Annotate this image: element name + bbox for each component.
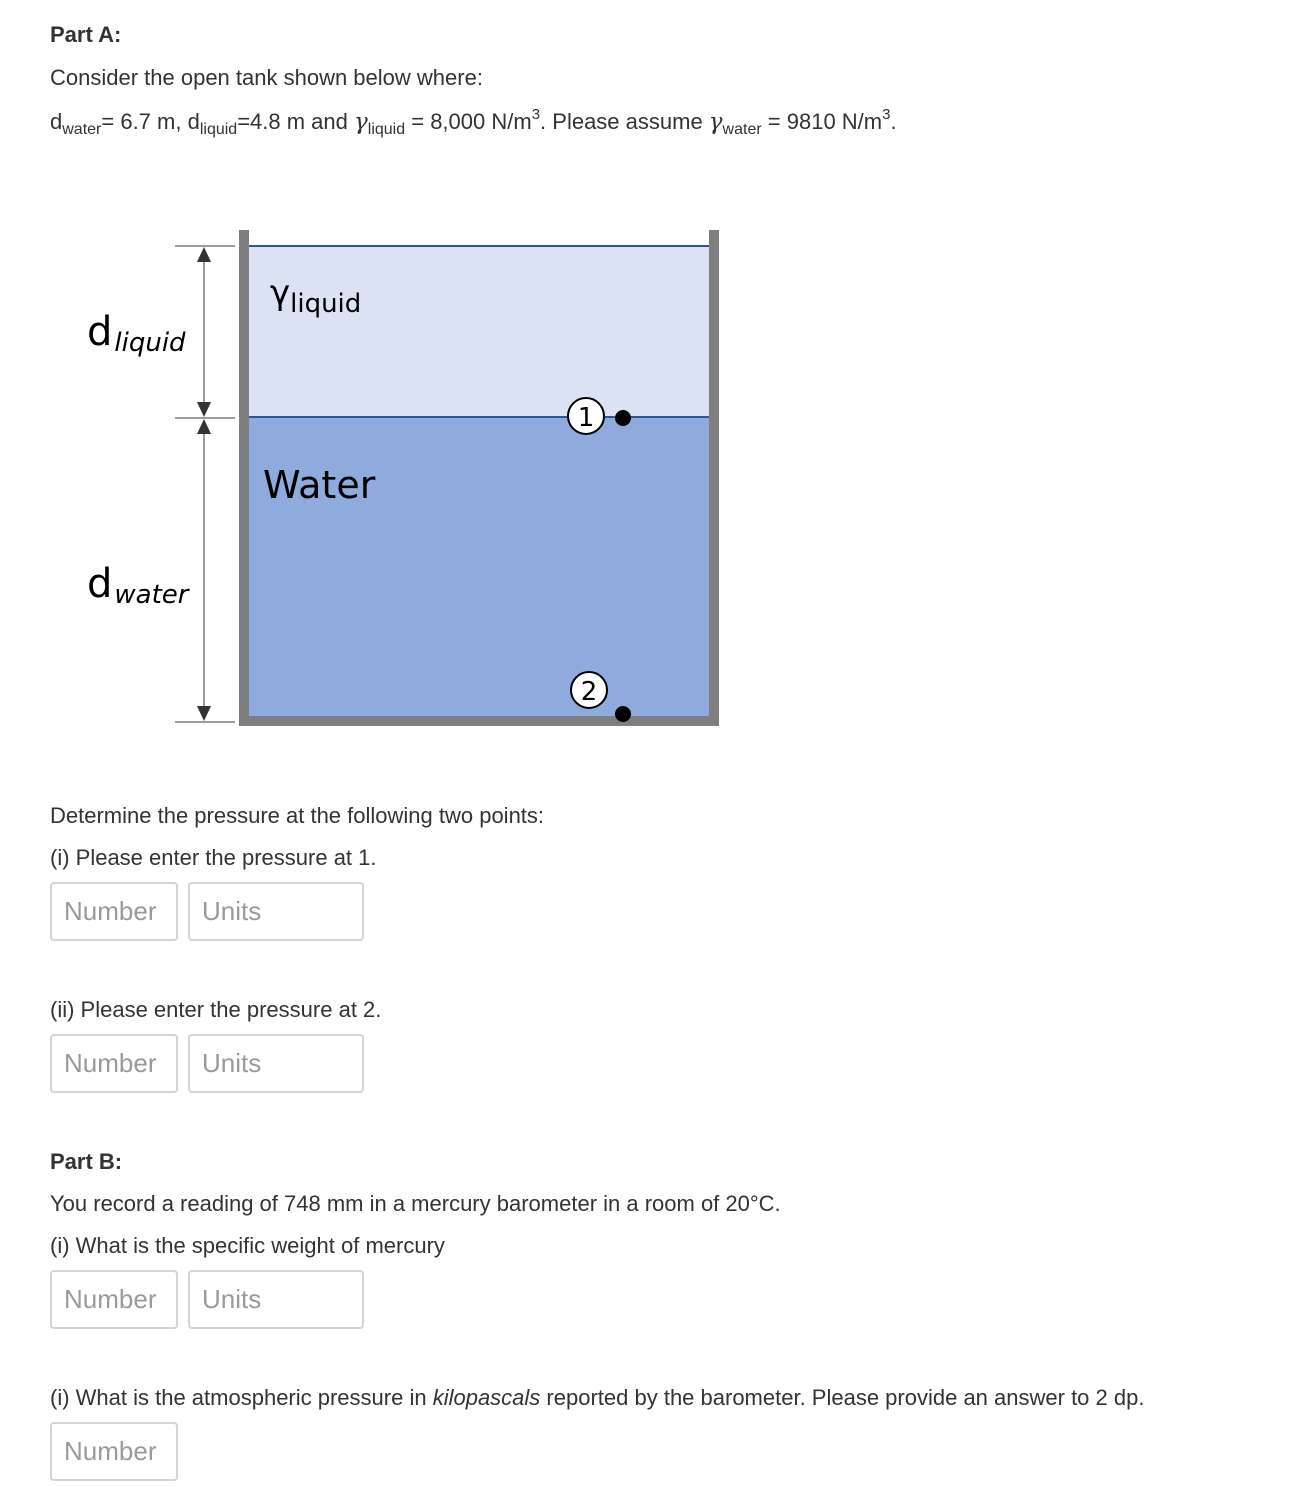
d-water-value: = 6.7 m, <box>101 109 188 134</box>
part-b-intro: You record a reading of 748 mm in a mercury barometer in a room of 20°C. <box>50 1191 781 1216</box>
water-subscript: water <box>62 121 102 138</box>
point-2-dot <box>615 706 631 722</box>
pressure-2-number-input[interactable] <box>50 1034 178 1093</box>
tank-right-wall <box>709 230 719 726</box>
point-2-label: 2 <box>580 677 598 707</box>
d-liquid-value: =4.8 m and <box>237 109 355 134</box>
question-a2-label: (ii) Please enter the pressure at 2. <box>50 997 382 1022</box>
part-b-heading: Part B: <box>50 1149 123 1174</box>
determine-text: Determine the pressure at the following two points: <box>50 803 545 828</box>
d-symbol: d <box>187 109 200 134</box>
pressure-2-units-input[interactable] <box>188 1034 364 1093</box>
d-water-label: dwater <box>87 561 189 610</box>
mercury-weight-number-input[interactable] <box>50 1270 178 1329</box>
liquid-subscript: liquid <box>199 121 238 138</box>
part-a-intro: Consider the open tank shown below where: <box>50 65 483 90</box>
gamma-symbol: γ <box>354 109 368 135</box>
assume-text: . Please assume <box>540 109 709 134</box>
liquid-subscript: liquid <box>367 121 406 138</box>
tank-left-wall <box>239 230 249 726</box>
question-b2-label <box>50 1385 1144 1411</box>
tank-bottom <box>239 716 719 726</box>
water-subscript: water <box>722 121 762 138</box>
point-1-label: 1 <box>577 403 595 433</box>
d-liquid-label: dliquid <box>87 309 186 358</box>
gamma-liquid-value: = 8,000 N/m <box>405 109 532 134</box>
dimension-lines <box>175 246 235 722</box>
question-b2-text-end: reported by the barometer. Please provide an answer to 2 dp. <box>540 1385 1145 1410</box>
atmospheric-pressure-number-input[interactable] <box>50 1422 178 1481</box>
gamma-symbol: γ <box>708 109 723 135</box>
period: . <box>890 109 897 134</box>
tank-diagram <box>0 220 740 740</box>
water-label: Water <box>263 463 376 507</box>
cube-superscript: 3 <box>531 106 541 123</box>
gamma-water-value: = 9810 N/m <box>761 109 883 134</box>
question-b2-emphasis: kilopascals <box>432 1385 541 1410</box>
question-b2-text-start: (i) What is the atmospheric pressure in <box>50 1385 433 1410</box>
question-a1-label: (i) Please enter the pressure at 1. <box>50 845 377 870</box>
part-a-heading: Part A: <box>50 22 122 47</box>
part-a-givens <box>50 106 897 139</box>
gamma-liquid-label: $\gamma_{liquid}$ <box>270 273 362 319</box>
pressure-1-number-input[interactable] <box>50 882 178 941</box>
point-1-dot <box>615 410 631 426</box>
d-symbol: d <box>50 109 63 134</box>
cube-superscript: 3 <box>882 106 891 123</box>
question-b1-label: (i) What is the specific weight of mercury <box>50 1233 445 1258</box>
pressure-1-units-input[interactable] <box>188 882 364 941</box>
mercury-weight-units-input[interactable] <box>188 1270 364 1329</box>
liquid-layer <box>245 246 712 417</box>
water-layer <box>245 417 712 717</box>
